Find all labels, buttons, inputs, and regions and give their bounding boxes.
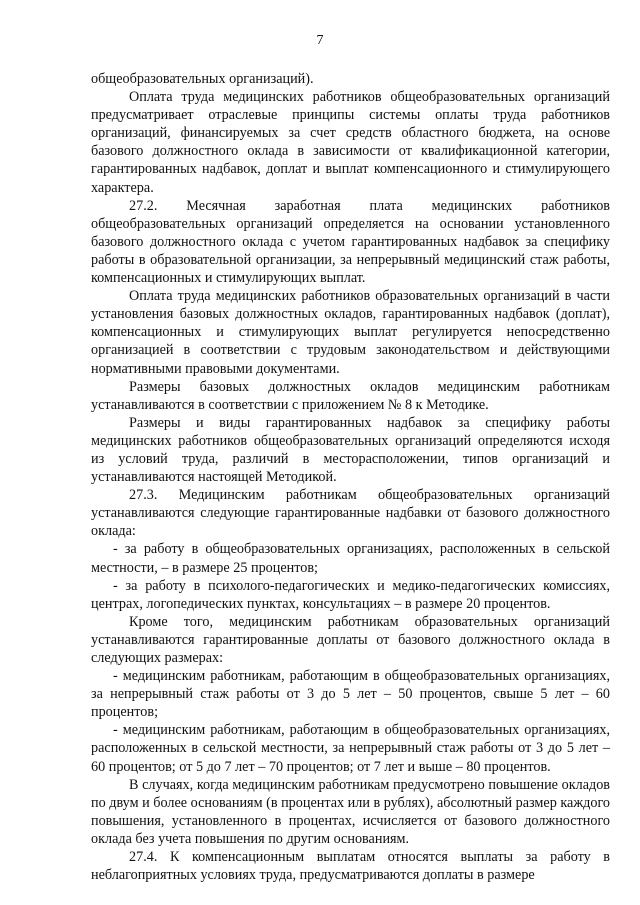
paragraph-10: 27.4. К компенсационным выплатам относятся выплаты за работу в неблагоприятных условиях труда, предусматриваются доплаты в размере — [91, 849, 610, 884]
paragraph-5: Размеры базовых должностных окладов медицинским работникам устанавливаются в соответствии с приложением № 8 к Методике. — [91, 378, 610, 413]
list-item-1: - за работу в общеобразовательных организациях, расположенных в сельской местности, – в размере 25 процентов; — [91, 541, 610, 576]
paragraph-1: общеобразовательных организаций). — [91, 71, 314, 87]
paragraph-8: Кроме того, медицинским работникам образовательных организаций устанавливаются гарантированные доплаты от базового должностного оклада в следующих размерах: — [91, 613, 610, 666]
list-item-3: - медицинским работникам, работающим в общеобразовательных организациях, за непрерывный стаж работы от 3 до 5 лет – 50 процентов, свыше 5 лет – 60 процентов; — [91, 668, 610, 721]
paragraph-2: Оплата труда медицинских работников общеобразовательных организаций предусматривает отраслевые принципы системы оплаты труда работников организаций, финансируемых за счет средств областного бюджета, на основе базового должностного оклада в зависимости от квалификационной категории, гарантированных надбавок, доплат и выплат компенсационного и стимулирующего характера. — [91, 89, 610, 196]
paragraph-3: 27.2. Месячная заработная плата медицинских работников общеобразовательных организаций определяется на основании установленного базового должностного оклада с учетом гарантированных надбавок за специфику работы в образовательной организации, за непрерывный медицинский стаж работы, компенсационных и стимулирующих выплат. — [91, 197, 610, 287]
paragraph-7: 27.3. Медицинским работникам общеобразовательных организаций устанавливаются следующие гарантированные надбавки от базового должностного оклада: — [91, 487, 610, 540]
paragraph-6: Размеры и виды гарантированных надбавок за специфику работы медицинских работников общеобразовательных организаций определяются исходя из условий труда, различий в месторасположении, типов организаций и устанавливаются настоящей Методикой. — [91, 414, 610, 486]
paragraph-9: В случаях, когда медицинским работникам предусмотрено повышение окладов по двум и более основаниям (в процентах или в рублях), абсолютный размер каждого повышения, установленного в процентах, исчисляется от базового должностного оклада без учета повышения по другим основаниям. — [91, 776, 610, 847]
list-item-2: - за работу в психолого-педагогических и медико-педагогических комиссиях, центрах, логопедических пунктах, консультациях – в размере 20 процентов. — [91, 577, 610, 612]
list-item-4: - медицинским работникам, работающим в общеобразовательных организациях, расположенных в сельской местности, за непрерывный стаж работы от 3 до 5 лет – 60 процентов; от 5 до 7 лет – 70 процентов; от 7 лет и выше – 80 процентов. — [91, 722, 610, 775]
document-body — [91, 70, 610, 884]
page-number: 7 — [316, 33, 324, 48]
paragraph-4: Оплата труда медицинских работников образовательных организаций в части установления базовых должностных окладов, гарантированных надбавок (доплат), компенсационных и стимулирующих выплат регулируется непосредственно организацией в соответствии с трудовым законодательством и действующими нормативными правовыми документами. — [91, 288, 610, 377]
